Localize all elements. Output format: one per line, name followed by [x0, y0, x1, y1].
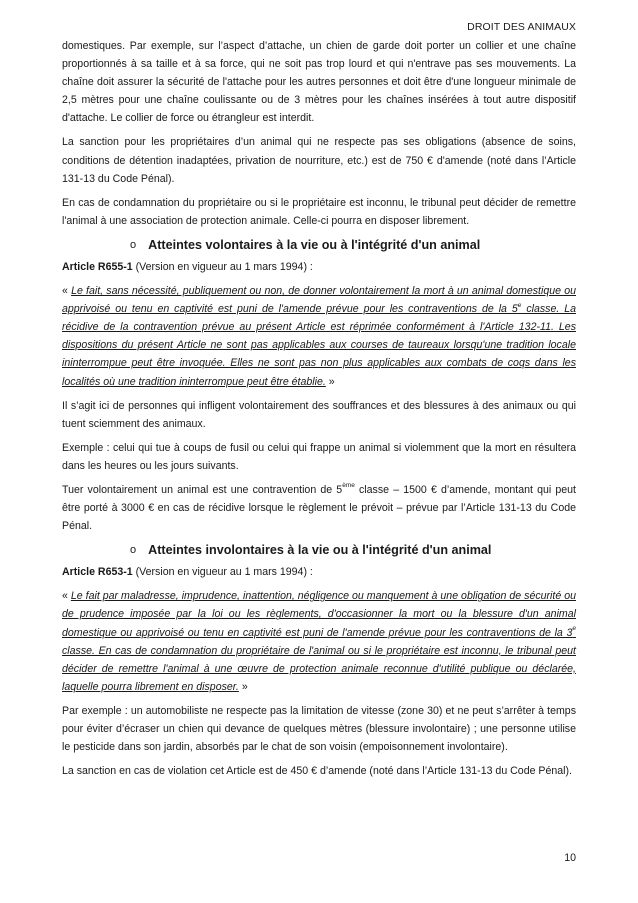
- paragraph-owner-sanction: La sanction pour les propriétaires d’un animal qui ne respecte pas ses obligations (absence de soins, conditions de détention inadaptées, privation de nourriture, etc.) est de 750 € d'amende (noté dans l’Article 131-13 du Code Pénal).: [62, 136, 576, 185]
- quote-open: «: [62, 590, 71, 603]
- paragraph-example-involuntary: Par exemple : un automobiliste ne respecte pas la limitation de vitesse (zone 30) et ne peut s’arrêter à temps pour éviter d’écraser un chien qui devance de quelques mètres (blessure involontaire) ; une personne utilise le pesticide dans son jardin, absorbés par le chat de son voisin (empoisonnement involontaire).: [62, 704, 576, 754]
- quote-close: »: [325, 375, 335, 388]
- superscript: ème: [342, 482, 355, 490]
- article-quote: [62, 587, 576, 696]
- bullet-marker: o: [130, 544, 137, 557]
- text-part: classe – 1500 € d’amende, montant qui peut être porté à 3000 € en cas de récidive lorsque le règlement le prévoit – prévue par l’Article 131-13 du Code Pénal.: [62, 483, 576, 533]
- article-name: Article R655-1: [62, 260, 133, 273]
- page-number: 10: [564, 852, 576, 864]
- quote-text: [62, 590, 576, 692]
- article-reference: [62, 258, 576, 276]
- quote-text-part: classe. En cas de condamnation du propriétaire de l'animal ou si le propriétaire est inconnu, le tribunal peut décider de remettre l'animal à une œuvre de protection animale reconnue d'utilité publique ou déclarée, laquelle pourra librement en disposer.: [62, 644, 576, 693]
- section-heading-involuntary: [130, 541, 576, 560]
- quote-close: »: [238, 680, 248, 693]
- article-reference: [62, 563, 576, 581]
- paragraph-leash-rules: domestiques. Par exemple, sur l’aspect d’attache, un chien de garde doit porter un collier et une chaîne proportionnés à sa taille et à sa force, qui ne soit pas trop lourd et qui n'entrave pas ses mouvements. La chaîne doit assurer la sécurité de l'attache pour les autres personnes et doit être d'une longueur minimale de 2,5 mètres pour une chaîne coulissante ou de 3 mètres pour les chaînes insérées à tout autre dispositif d'attache. Le collier de force ou étrangleur est interdit.: [62, 40, 576, 125]
- quote-text-part: Le fait, sans nécessité, publiquement ou non, de donner volontairement la mort à un animal domestique ou apprivoisé ou tenu en captivité est puni de l'amende prévue pour les contraventions de la 5: [62, 285, 576, 316]
- paragraph-penalty: [62, 481, 576, 535]
- superscript: e: [572, 625, 576, 632]
- paragraph-explanation: Il s’agit ici de personnes qui infligent volontairement des souffrances et des blessures à des animaux ou qui tuent sciemment des animaux.: [62, 399, 576, 430]
- page-body: [62, 37, 576, 786]
- quote-text-part: classe. La récidive de la contravention prévue au présent Article est réprimée conformément à l'Article 132-11. Les dispositions du présent Article ne sont pas applicables aux courses de taureaux lorsqu'une tradition locale ininterrompue peut être invoquée. Elles ne sont pas non plus applicables aux combats de coqs dans les localités où une tradition ininterrompue peut être établie.: [62, 303, 576, 388]
- section-heading-text: Atteintes involontaires à la vie ou à l'intégrité d'un animal: [148, 543, 492, 558]
- quote-text-part: Le fait par maladresse, imprudence, inattention, négligence ou manquement à une obligation de sécurité ou de prudence imposée par la loi ou les règlements, d'occasionner la mort ou la blessure d'un animal domestique ou apprivoisé ou tenu en captivité est puni de l'amende prévue pour les contraventions de la 3: [62, 590, 576, 639]
- section-heading-voluntary: [130, 236, 576, 255]
- quote-open: «: [62, 285, 72, 298]
- article-version: (Version en vigueur au 1 mars 1994) :: [132, 566, 313, 579]
- superscript: e: [517, 301, 522, 309]
- section-heading-text: Atteintes volontaires à la vie ou à l'intégrité d'un animal: [148, 237, 481, 252]
- bullet-marker: o: [130, 238, 137, 251]
- article-quote: [62, 282, 576, 391]
- paragraph-example: Exemple : celui qui tue à coups de fusil ou celui qui frappe un animal si violemment que la mort en résultera dans les heures ou les jours suivants.: [62, 441, 576, 472]
- running-header: DROIT DES ANIMAUX: [467, 21, 576, 33]
- article-version: (Version en vigueur au 1 mars 1994) :: [132, 260, 313, 273]
- text-part: Tuer volontairement un animal est une contravention de 5: [62, 483, 343, 496]
- quote-text: [62, 285, 576, 387]
- article-name: Article R653-1: [62, 566, 133, 579]
- paragraph-court-decision: En cas de condamnation du propriétaire ou si le propriétaire est inconnu, le tribunal peut décider de remettre l'animal à une association de protection animale. Celle-ci pourra en disposer librement.: [62, 196, 576, 227]
- paragraph-sanction-involuntary: La sanction en cas de violation cet Article est de 450 € d’amende (noté dans l’Article 131-13 du Code Pénal).: [62, 765, 572, 778]
